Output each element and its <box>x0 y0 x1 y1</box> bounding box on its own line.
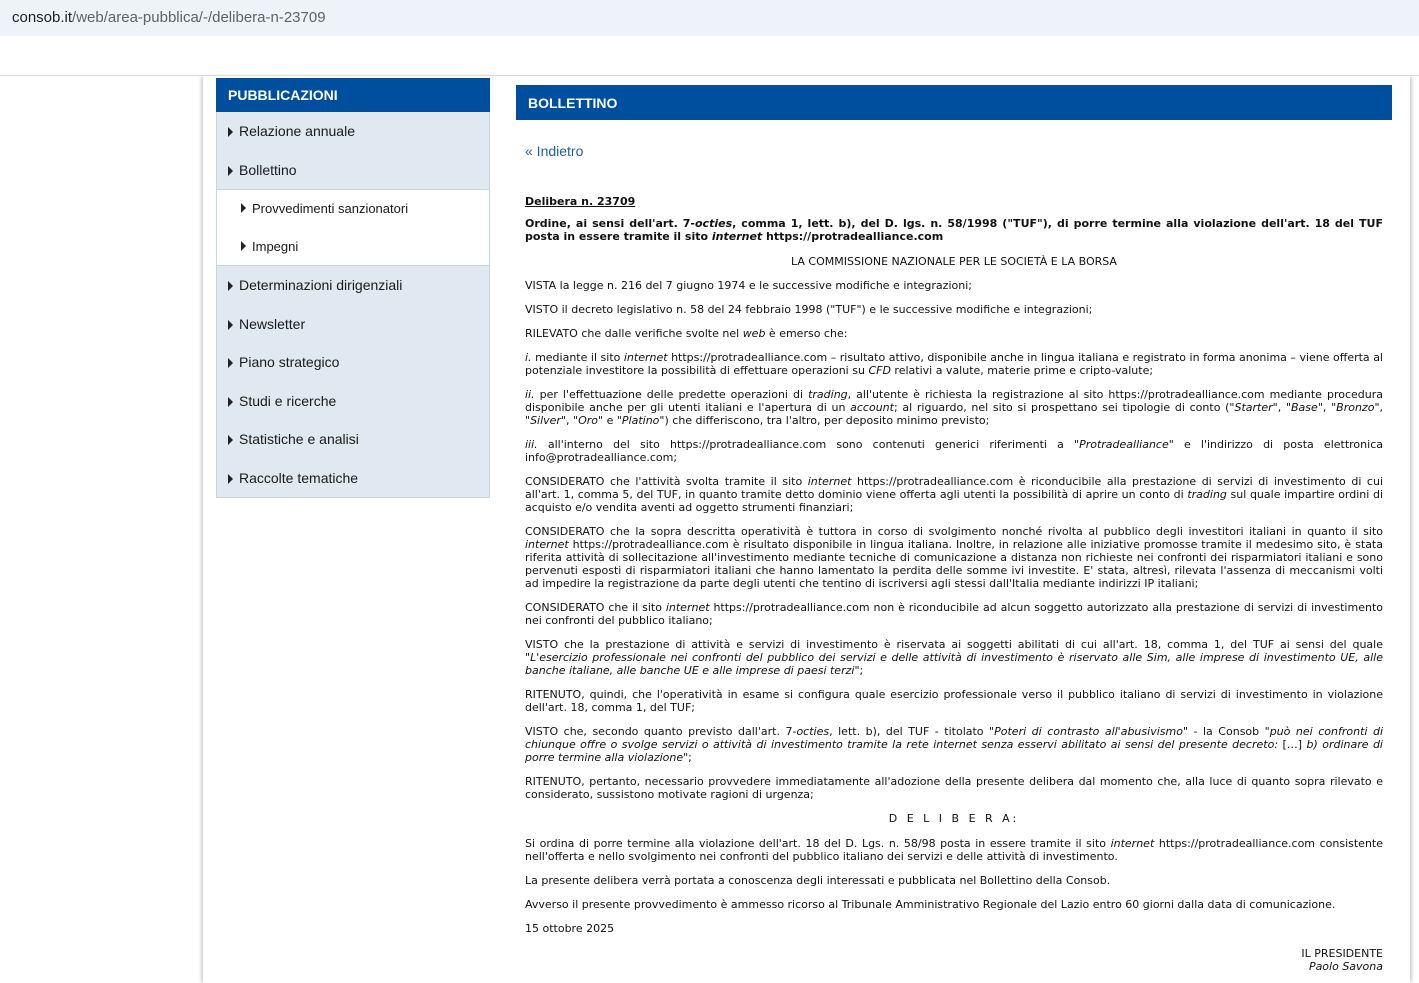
paragraph-point-iii: iii. all'interno del sito https://protradealliance.com sono contenuti generici riferimenti a "Protradealliance" e l'indirizzo di posta elettronica info@protradealliance.com; <box>525 438 1383 464</box>
paragraph-vista: VISTA la legge n. 216 del 7 giugno 1974 e le successive modifiche e integrazioni; <box>525 279 972 292</box>
url-path: /web/area-pubblica/-/delibera-n-23709 <box>72 9 326 26</box>
sidebar-subitem-provvedimenti-sanzionatori[interactable] <box>217 190 489 228</box>
caret-right-icon <box>241 241 246 251</box>
document-date: 15 ottobre 2025 <box>525 922 615 935</box>
paragraph-point-ii: ii. per l'effettuazione delle predette operazioni di trading, all'utente è richiesta la registrazione al sito https://protradealliance.com mediante procedura disponibile anche per gli utenti italiani e l'apertura di un account; al riguardo, nel sito si prospettano sei tipologie di conto ("Starter", "Base", "Bronzo", "Silver", "Oro" e "Platino") che differiscono, tra l'altro, per deposito minimo previsto; <box>525 388 1383 427</box>
sidebar-item-label: Newsletter <box>239 315 306 332</box>
sidebar-item-label: Bollettino <box>239 161 297 178</box>
paragraph-considerato-2: CONSIDERATO che la sopra descritta operatività è tuttora in corso di svolgimento nonché rivolta al pubblico degli investitori italiani in quanto il sito internet https://protradealliance.com è risultato disponibile in lingua italiana. Inoltre, in relazione alle iniziative promosse tramite il medesimo sito, è stata riferita attività di sollecitazione all'investimento mediante tecniche di comunicazione a distanza non richieste nei confronti dei risparmiatori italiani e sono pervenuti esposti di risparmiatori italiani che hanno lamentato la perdita delle somme ivi investite. E' stata, altresì, rilevata l'assenza di meccanismi volti ad impedire la registrazione da parte degli utenti che tentino di iscriversi agli stessi dall'Italia mediante indirizzi IP italiani; <box>525 525 1383 590</box>
sidebar-item-relazione-annuale[interactable] <box>217 112 489 151</box>
paragraph-order: Si ordina di porre termine alla violazione dell'art. 18 del D. Lgs. n. 58/98 posta in essere tramite il sito internet https://protradealliance.com consistente nell'offerta e nello svolgimento nei confronti del pubblico italiano dei servizi e delle attività di investimento. <box>525 837 1383 863</box>
sidebar-item-newsletter[interactable] <box>217 305 489 344</box>
sidebar-item-label: Determinazioni dirigenziali <box>239 277 403 293</box>
caret-right-icon <box>228 397 233 407</box>
caret-right-icon <box>241 203 246 213</box>
caret-right-icon <box>228 166 233 176</box>
caret-right-icon <box>228 320 233 330</box>
sidebar-item-determinazioni-dirigenziali[interactable] <box>217 266 489 305</box>
sidebar-subitem-label: Impegni <box>252 238 299 254</box>
paragraph-ritenuto-2: RITENUTO, pertanto, necessario provvedere immediatamente all'adozione della presente delibera dal momento che, alla luce di quanto sopra rilevato e considerato, sussistono motivate ragioni di urgenza; <box>525 775 1383 801</box>
sidebar-item-label: Relazione annuale <box>239 123 355 139</box>
paragraph-visto-dlgs: VISTO il decreto legislativo n. 58 del 24 febbraio 1998 ("TUF") e le successive modifiche e integrazioni; <box>525 303 1093 316</box>
sidebar-item-label: Statistiche e analisi <box>239 431 359 447</box>
commission-heading: LA COMMISSIONE NAZIONALE PER LE SOCIETÀ E LA BORSA <box>791 255 1117 268</box>
paragraph-ritenuto-1: RITENUTO, quindi, che l'operatività in esame si configura quale esercizio professionale verso il pubblico italiano di servizi di investimento in violazione dell'art. 18, comma 1, del TUF; <box>525 688 1383 714</box>
sidebar-subitem-label: Provvedimenti sanzionatori <box>252 201 409 216</box>
document-subtitle: Ordine, ai sensi dell'art. 7-octies, comma 1, lett. b), del D. lgs. n. 58/1998 ("TUF"), di porre termine alla violazione dell'art. 18 del TUF posta in essere tramite il sito internet https://protradealliance.com <box>525 217 1383 243</box>
back-link[interactable]: « Indietro <box>525 143 584 159</box>
sidebar-submenu-bollettino <box>217 189 489 266</box>
sidebar-item-label: Raccolte tematiche <box>239 469 359 486</box>
sidebar-item-bollettino[interactable] <box>217 151 489 190</box>
delibera-heading: D E L I B E R A: <box>888 812 1020 825</box>
sidebar-subitem-impegni[interactable] <box>217 228 489 266</box>
paragraph-considerato-3: CONSIDERATO che il sito internet https://protradealliance.com non è riconducibile ad alcun soggetto autorizzato alla prestazione di servizi di investimento nei confronti del pubblico italiano; <box>525 601 1383 627</box>
sidebar-item-statistiche-e-analisi[interactable] <box>217 420 489 459</box>
content-heading: BOLLETTINO <box>516 85 1392 120</box>
paragraph-visto-art7: VISTO che, secondo quanto previsto dall'art. 7-octies, lett. b), del TUF - titolato "Poteri di contrasto all'abusivismo" - la Consob "può nei confronti di chiunque offre o svolge servizi o attività di investimento tramite la rete internet senza esservi abilitato ai sensi del presente decreto: […] b) ordinare di porre termine alla violazione"; <box>525 725 1383 764</box>
sidebar-heading: PUBBLICAZIONI <box>216 78 490 112</box>
sidebar-item-label: Piano strategico <box>239 354 340 370</box>
paragraph-rilevato: RILEVATO che dalle verifiche svolte nel web è emerso che: <box>525 327 848 340</box>
signature-title: IL PRESIDENTE <box>1301 947 1383 960</box>
sidebar-item-piano-strategico[interactable] <box>217 343 489 382</box>
sidebar <box>216 78 490 498</box>
sidebar-item-label: Studi e ricerche <box>239 392 337 409</box>
paragraph-visto-art18: VISTO che la prestazione di attività e servizi di investimento è riservata ai soggetti abilitati di cui all'art. 18, comma 1, del TUF ai sensi del quale "L'esercizio professionale nei confronti del pubblico dei servizi e delle attività di investimento è riservato alle Sim, alle imprese di investimento UE, alle banche italiane, alle banche UE e alle imprese di paesi terzi"; <box>525 638 1383 677</box>
sidebar-item-studi-e-ricerche[interactable] <box>217 382 489 421</box>
address-bar[interactable] <box>0 0 1419 36</box>
url-host: consob.it <box>12 9 73 26</box>
paragraph-considerato-1: CONSIDERATO che l'attività svolta tramite il sito internet https://protradealliance.com è riconducibile alla prestazione di servizi di investimento di cui all'art. 1, comma 5, del TUF, in quanto tramite detto dominio viene offerta agli utenti la possibilità di aprire un conto di trading sul quale impartire ordini di acquisto e/o vendita aventi ad oggetto strumenti finanziari; <box>525 475 1384 514</box>
document-title: Delibera n. 23709 <box>525 195 636 208</box>
caret-right-icon <box>228 474 233 484</box>
url-text[interactable] <box>12 9 326 26</box>
caret-right-icon <box>228 358 233 368</box>
paragraph-appeal: Avverso il presente provvedimento è ammesso ricorso al Tribunale Amministrativo Regionale del Lazio entro 60 giorni dalla data di comunicazione. <box>525 898 1336 911</box>
sidebar-item-raccolte-tematiche[interactable] <box>217 459 489 498</box>
signature-name: Paolo Savona <box>1308 960 1383 973</box>
caret-right-icon <box>228 127 233 137</box>
caret-right-icon <box>228 435 233 445</box>
sidebar-list <box>216 112 490 498</box>
paragraph-point-i: i. mediante il sito internet https://protradealliance.com – risultato attivo, disponibile anche in lingua italiana e registrato in forma anonima – viene offerta al potenziale investitore la possibilità di effettuare operazioni su CFD relativi a valute, materie prime e cripto-valute; <box>525 351 1383 377</box>
delibera-document <box>525 195 1383 973</box>
caret-right-icon <box>228 281 233 291</box>
paragraph-publication: La presente delibera verrà portata a conoscenza degli interessati e pubblicata nel Bollettino della Consob. <box>525 874 1111 887</box>
